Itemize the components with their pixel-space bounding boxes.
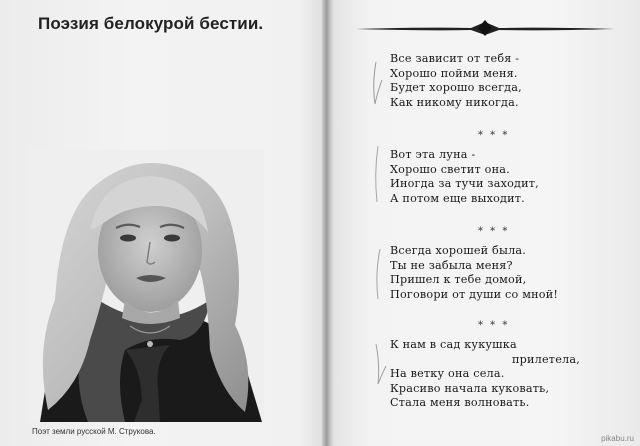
- poem-line: Вот эта луна -: [390, 148, 476, 161]
- poem-line: Ты не забыла меня?: [390, 258, 513, 272]
- poem-line: Будет хорошо всегда,: [390, 81, 522, 94]
- poem-line: Все зависит от тебя -: [390, 52, 520, 65]
- watermark: pikabu.ru: [601, 434, 634, 443]
- photo-caption: Поэт земли русской М. Струкова.: [32, 427, 156, 436]
- stanza-separator: * * *: [478, 226, 510, 237]
- stanza-3: [390, 244, 558, 302]
- poem-line: Пришел к тебе домой,: [390, 273, 527, 286]
- page-title: Поэзия белокурой бестии.: [38, 14, 264, 33]
- stanza-4: [390, 338, 580, 411]
- ornament-divider: [356, 18, 614, 38]
- author-portrait: [30, 150, 264, 422]
- poem-line: прилетела,: [512, 352, 580, 366]
- stanza-1: [390, 52, 522, 110]
- poem-line: Стала меня волновать.: [390, 396, 530, 409]
- stanza-separator: * * *: [478, 320, 510, 331]
- poem-line: Всегда хорошей была.: [390, 244, 527, 257]
- poem-line: Красиво начала куковать,: [390, 381, 550, 395]
- poem-line: К нам в сад кукушка: [390, 338, 517, 351]
- poem-line: Хорошо пойми меня.: [390, 66, 518, 80]
- poem-line: А потом еще выходит.: [390, 191, 525, 205]
- poem-line: Иногда за тучи заходит,: [390, 177, 539, 190]
- poem-line: Хорошо светит она.: [390, 162, 510, 176]
- poem-line: Поговори от души со мной!: [390, 287, 559, 301]
- stanza-separator: * * *: [478, 130, 510, 141]
- poem-line: На ветку она села.: [390, 367, 505, 380]
- poem-line: Как никому никогда.: [390, 95, 519, 109]
- book-gutter: [322, 0, 334, 446]
- stanza-2: [390, 148, 539, 206]
